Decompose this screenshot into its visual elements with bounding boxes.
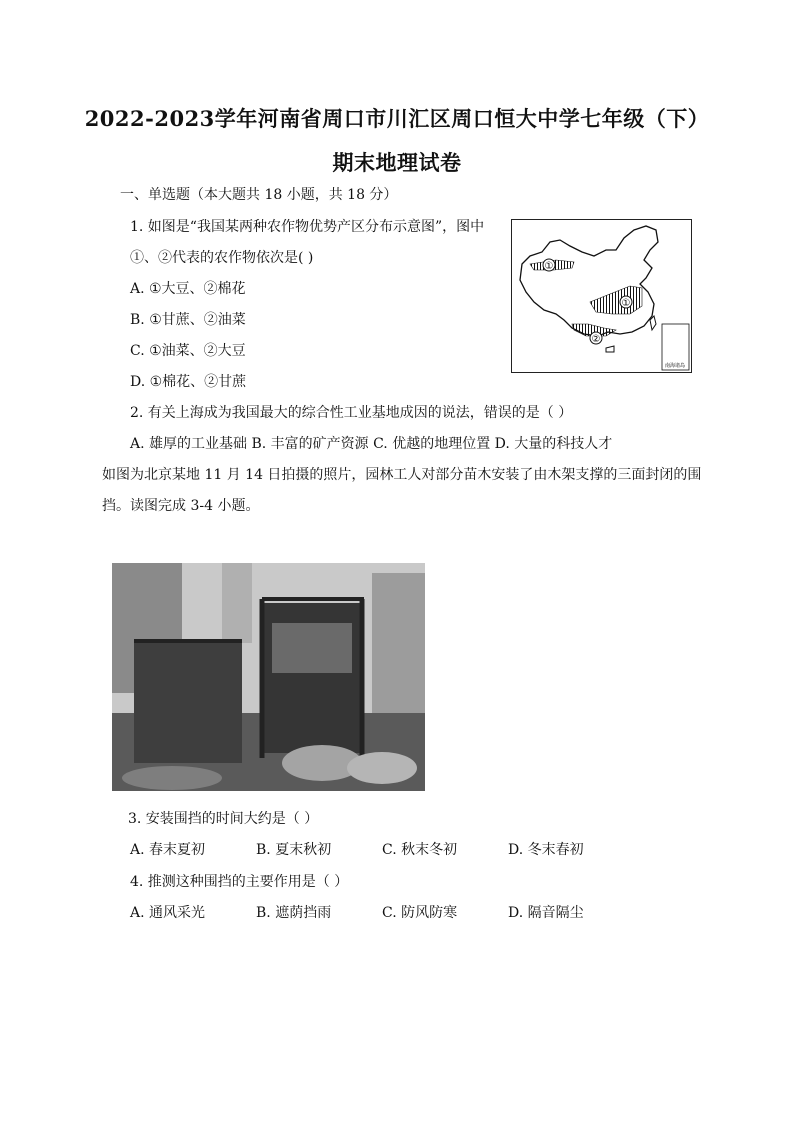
exam-title-line1: 2022-2023学年河南省周口市川汇区周口恒大中学七年级（下） — [84, 106, 710, 131]
q3-option-c[interactable]: C. 秋末冬初 — [382, 842, 458, 858]
section-heading: 一、单选题（本大题共 18 小题，共 18 分） — [120, 187, 398, 203]
winter-shelter-photo — [112, 563, 425, 791]
q4-option-d[interactable]: D. 隔音隔尘 — [508, 905, 584, 921]
q4-option-c[interactable]: C. 防风防寒 — [382, 905, 458, 921]
photo-svg — [112, 563, 425, 791]
passage-line1: 如图为北京某地 11 月 14 日拍摄的照片，园林工人对部分苗木安装了由木架支撑的三面封闭的围 — [102, 467, 702, 483]
marker-2-label: ② — [591, 334, 601, 345]
passage-line2: 挡。读图完成 3-4 小题。 — [102, 498, 260, 514]
exam-title-line2: 期末地理试卷 — [332, 150, 462, 175]
china-crop-map-figure — [511, 219, 692, 373]
q3-option-b[interactable]: B. 夏末秋初 — [256, 842, 332, 858]
q4-option-a[interactable]: A. 通风采光 — [130, 905, 206, 921]
q3-option-d[interactable]: D. 冬末春初 — [508, 842, 584, 858]
q1-stem-line1: 1. 如图是“我国某两种农作物优势产区分布示意图”，图中 — [130, 219, 485, 235]
q4-option-b[interactable]: B. 遮荫挡雨 — [256, 905, 332, 921]
q3-options — [130, 840, 650, 860]
q1-stem-line2: ①、②代表的农作物依次是( ) — [130, 250, 314, 266]
hainan-island — [606, 346, 614, 352]
q1-option-b[interactable]: B. ①甘蔗、②油菜 — [130, 312, 246, 328]
china-outline — [520, 226, 658, 336]
q4-stem: 4. 推测这种围挡的主要作用是（ ） — [130, 874, 349, 890]
china-map-svg — [512, 220, 691, 372]
q4-options — [130, 903, 650, 923]
q3-option-a[interactable]: A. 春末夏初 — [130, 842, 206, 858]
hatched-region-1-east — [590, 286, 642, 314]
marker-1-west-label: ① — [544, 261, 554, 272]
q3-stem: 3. 安装围挡的时间大约是（ ） — [128, 811, 319, 827]
marker-1-east-label: ① — [621, 298, 631, 309]
q2-stem: 2. 有关上海成为我国最大的综合性工业基地成因的说法，错误的是（ ） — [130, 405, 573, 421]
q1-option-a[interactable]: A. ①大豆、②棉花 — [130, 281, 246, 297]
q1-option-c[interactable]: C. ①油菜、②大豆 — [130, 343, 246, 359]
q1-option-d[interactable]: D. ①棉花、②甘蔗 — [130, 374, 247, 390]
inset-label: 南海诸岛 — [664, 363, 686, 369]
q2-options[interactable]: A. 雄厚的工业基础 B. 丰富的矿产资源 C. 优越的地理位置 D. 大量的科技人才 — [130, 436, 613, 452]
